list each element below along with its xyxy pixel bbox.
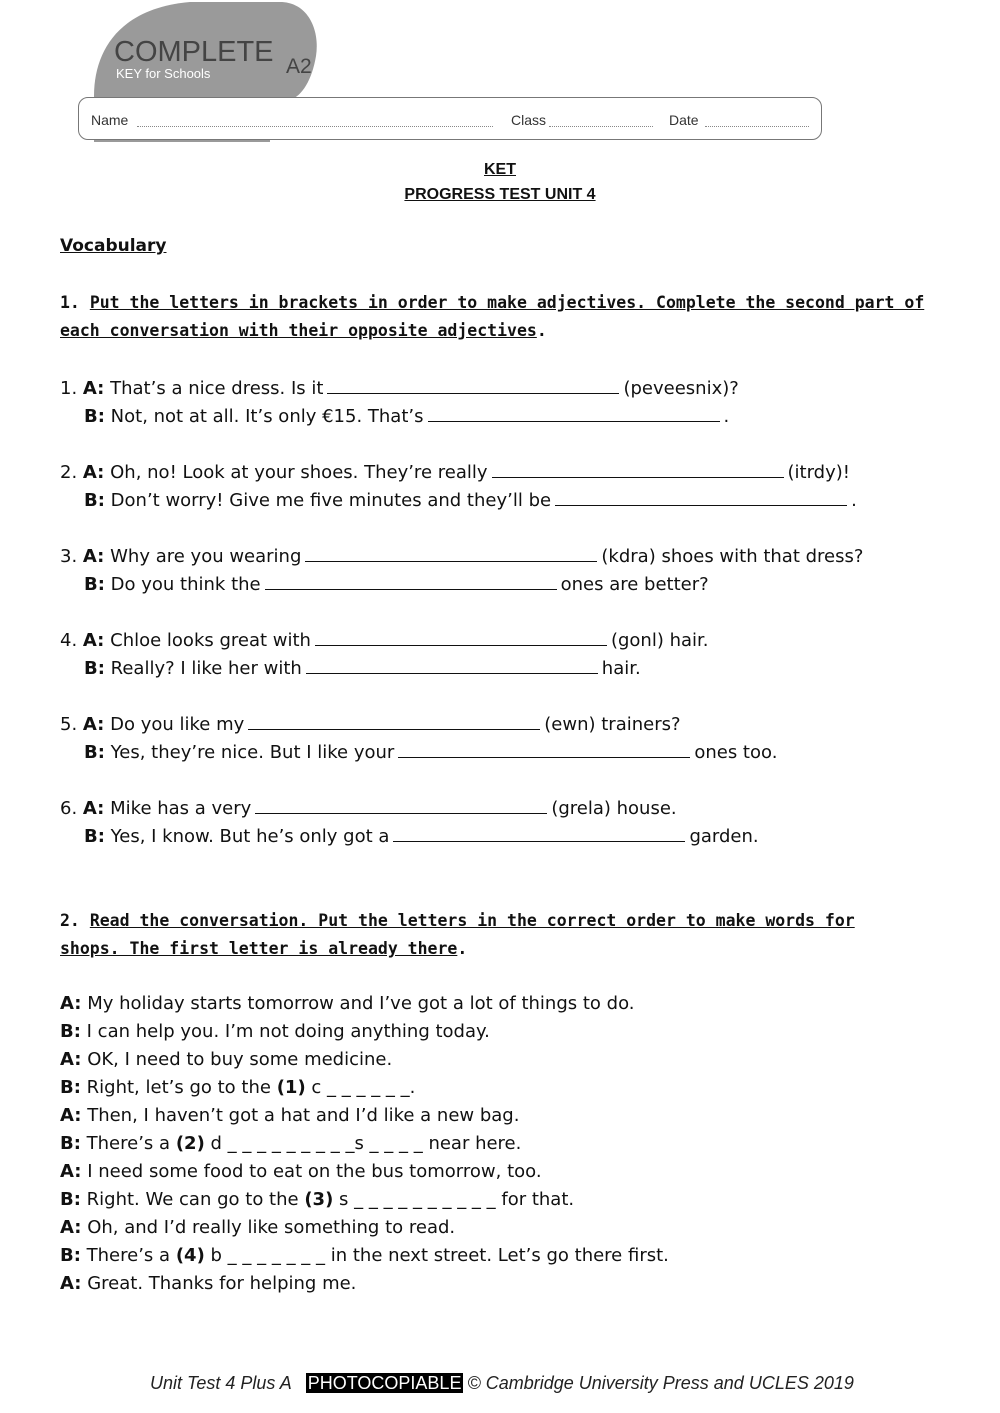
dialogue-text: Then, I haven’t got a hat and I’d like a new bag.: [87, 1105, 520, 1126]
speaker-a: A:: [82, 462, 105, 483]
speaker-a: A:: [82, 378, 105, 399]
prompt-text: Why are you wearing: [110, 546, 302, 567]
name-field[interactable]: [137, 126, 493, 127]
dialogue-text: I need some food to eat on the bus tomorrow, too.: [87, 1161, 542, 1182]
answer-blank[interactable]: [398, 739, 690, 758]
answer-blank[interactable]: [248, 711, 540, 730]
reply-text-after: ones are better?: [560, 574, 709, 595]
test-title: KET: [484, 161, 516, 178]
answer-blank[interactable]: [255, 795, 547, 814]
prompt-text-after: (ewn) trainers?: [544, 714, 681, 735]
exercise2-number: 2.: [60, 911, 80, 930]
dialogue-line: [60, 1049, 392, 1070]
prompt-text-after: (grela) house.: [551, 798, 677, 819]
student-info-box: [78, 97, 822, 140]
name-label: Name: [91, 112, 129, 128]
prompt-text: Do you like my: [110, 714, 245, 735]
reply-text-after: garden.: [689, 826, 759, 847]
prompt-text: That’s a nice dress. Is it: [110, 378, 324, 399]
footer-unit: Unit Test 4 Plus A: [150, 1373, 292, 1393]
question-number: 4.: [60, 630, 78, 651]
prompt-text-after: (itrdy)!: [787, 462, 850, 483]
dialogue-line: [60, 1133, 521, 1154]
gap-letters[interactable]: b _ _ _ _ _ _ _ in the next street. Let’s go there first.: [210, 1245, 669, 1266]
question-line-a: [60, 795, 677, 819]
dialogue-text: Right, let’s go to the: [86, 1077, 271, 1098]
gap-number: (1): [276, 1077, 306, 1098]
gap-number: (3): [304, 1189, 334, 1210]
reply-text-after: .: [723, 406, 730, 427]
gap-number: (2): [175, 1133, 205, 1154]
reply-text: Not, not at all. It’s only €15. That’s: [110, 406, 424, 427]
speaker-label: B:: [60, 1189, 81, 1210]
speaker-label: A:: [60, 993, 82, 1014]
speaker-label: B:: [60, 1133, 81, 1154]
answer-blank[interactable]: [428, 403, 720, 422]
question-line-a: [60, 459, 850, 483]
class-label: Class: [511, 112, 547, 128]
logo-title: COMPLETE: [114, 36, 274, 68]
dialogue-line: [60, 1189, 574, 1210]
prompt-text: Mike has a very: [110, 798, 252, 819]
exercise2-instruction: 2. Read the conversation. Put the letters in the correct order to make words for shops. The first letter is already there.: [60, 911, 855, 958]
speaker-b: B:: [84, 658, 105, 679]
gap-letters[interactable]: s _ _ _ _ _ _ _ _ _ _ for that.: [339, 1189, 575, 1210]
speaker-a: A:: [82, 630, 105, 651]
dialogue-line: [60, 993, 634, 1014]
date-field[interactable]: [705, 126, 809, 127]
speaker-a: A:: [82, 714, 105, 735]
question-line-b: [84, 571, 709, 595]
dialogue-line: [60, 1105, 519, 1126]
answer-blank[interactable]: [305, 543, 597, 562]
exercise1-number: 1.: [60, 293, 80, 312]
dialogue-text: Right. We can go to the: [86, 1189, 299, 1210]
reply-text-after: ones too.: [694, 742, 778, 763]
dialogue-line: [60, 1245, 669, 1266]
answer-blank[interactable]: [327, 375, 619, 394]
speaker-b: B:: [84, 574, 105, 595]
question-line-b: [84, 823, 759, 847]
exercise2-instruction-line2: shops. The first letter is already there: [60, 939, 458, 958]
test-subtitle: PROGRESS TEST UNIT 4: [404, 186, 596, 203]
answer-blank[interactable]: [306, 655, 598, 674]
speaker-b: B:: [84, 406, 105, 427]
answer-blank[interactable]: [555, 487, 847, 506]
speaker-label: A:: [60, 1217, 82, 1238]
question-line-a: [60, 627, 709, 651]
speaker-label: B:: [60, 1245, 81, 1266]
dialogue-text: There’s a: [86, 1245, 171, 1266]
prompt-text: Chloe looks great with: [110, 630, 311, 651]
gap-letters[interactable]: c _ _ _ _ _ _.: [311, 1077, 416, 1098]
dialogue-line: [60, 1021, 490, 1042]
reply-text: Yes, they’re nice. But I like your: [110, 742, 395, 763]
footer: [150, 1373, 854, 1394]
answer-blank[interactable]: [265, 571, 557, 590]
question-line-b: [84, 403, 729, 427]
question-line-a: [60, 375, 739, 399]
speaker-b: B:: [84, 826, 105, 847]
photocopiable-label: PHOTOCOPIABLE: [307, 1373, 462, 1393]
prompt-text-after: (peveesnix)?: [623, 378, 739, 399]
speaker-label: A:: [60, 1049, 82, 1070]
dialogue-text: OK, I need to buy some medicine.: [87, 1049, 393, 1070]
gap-number: (4): [175, 1245, 205, 1266]
vocabulary-heading: Vocabulary: [60, 236, 167, 256]
exercise1-instruction-line1: Put the letters in brackets in order to make adjectives. Complete the second part of: [89, 293, 925, 312]
dialogue-text: I can help you. I’m not doing anything today.: [86, 1021, 490, 1042]
answer-blank[interactable]: [315, 627, 607, 646]
question-line-a: [60, 543, 863, 567]
prompt-text-after: (kdra) shoes with that dress?: [601, 546, 864, 567]
dialogue-text: Oh, and I’d really like something to read.: [87, 1217, 456, 1238]
speaker-label: B:: [60, 1021, 81, 1042]
reply-text-after: .: [851, 490, 857, 511]
logo-subtitle: KEY for Schools: [116, 66, 211, 81]
exercise2-instruction-line1: Read the conversation. Put the letters in the correct order to make words for: [89, 911, 855, 930]
speaker-label: A:: [60, 1273, 82, 1294]
class-field[interactable]: [549, 126, 653, 127]
speaker-label: A:: [60, 1105, 82, 1126]
answer-blank[interactable]: [492, 459, 784, 478]
question-number: 1.: [60, 378, 78, 399]
prompt-text: Oh, no! Look at your shoes. They’re really: [110, 462, 488, 483]
speaker-label: B:: [60, 1077, 81, 1098]
gap-letters[interactable]: d _ _ _ _ _ _ _ _ _s _ _ _ _ near here.: [210, 1133, 522, 1154]
speaker-b: B:: [84, 742, 105, 763]
dialogue-text: My holiday starts tomorrow and I’ve got a lot of things to do.: [87, 993, 635, 1014]
dialogue-text: Great. Thanks for helping me.: [87, 1273, 357, 1294]
reply-text: Really? I like her with: [110, 658, 302, 679]
footer-copyright: © Cambridge University Press and UCLES 2019: [467, 1373, 854, 1393]
dialogue-line: [60, 1217, 455, 1238]
dialogue-line: [60, 1077, 415, 1098]
reply-text-after: hair.: [601, 658, 641, 679]
exercise1-instruction-line2: each conversation with their opposite adjectives: [60, 321, 537, 340]
question-line-a: [60, 711, 681, 735]
exercise1-instruction: 1. Put the letters in brackets in order to make adjectives. Complete the second part of each conversation with their opposite adjectives.: [60, 293, 925, 340]
date-label: Date: [669, 112, 699, 128]
question-line-b: [84, 487, 857, 511]
speaker-label: A:: [60, 1161, 82, 1182]
question-number: 6.: [60, 798, 78, 819]
question-line-b: [84, 655, 641, 679]
dialogue-text: There’s a: [86, 1133, 171, 1154]
logo-level: A2: [286, 55, 312, 78]
prompt-text-after: (gonl) hair.: [610, 630, 709, 651]
dialogue-line: [60, 1273, 356, 1294]
reply-text: Do you think the: [110, 574, 261, 595]
speaker-a: A:: [82, 798, 105, 819]
dialogue-line: [60, 1161, 542, 1182]
reply-text: Yes, I know. But he’s only got a: [110, 826, 390, 847]
question-number: 2.: [60, 462, 78, 483]
question-line-b: [84, 739, 777, 763]
speaker-a: A:: [82, 546, 105, 567]
reply-text: Don’t worry! Give me five minutes and they’ll be: [110, 490, 552, 511]
answer-blank[interactable]: [393, 823, 685, 842]
question-number: 5.: [60, 714, 78, 735]
question-number: 3.: [60, 546, 78, 567]
speaker-b: B:: [84, 490, 105, 511]
